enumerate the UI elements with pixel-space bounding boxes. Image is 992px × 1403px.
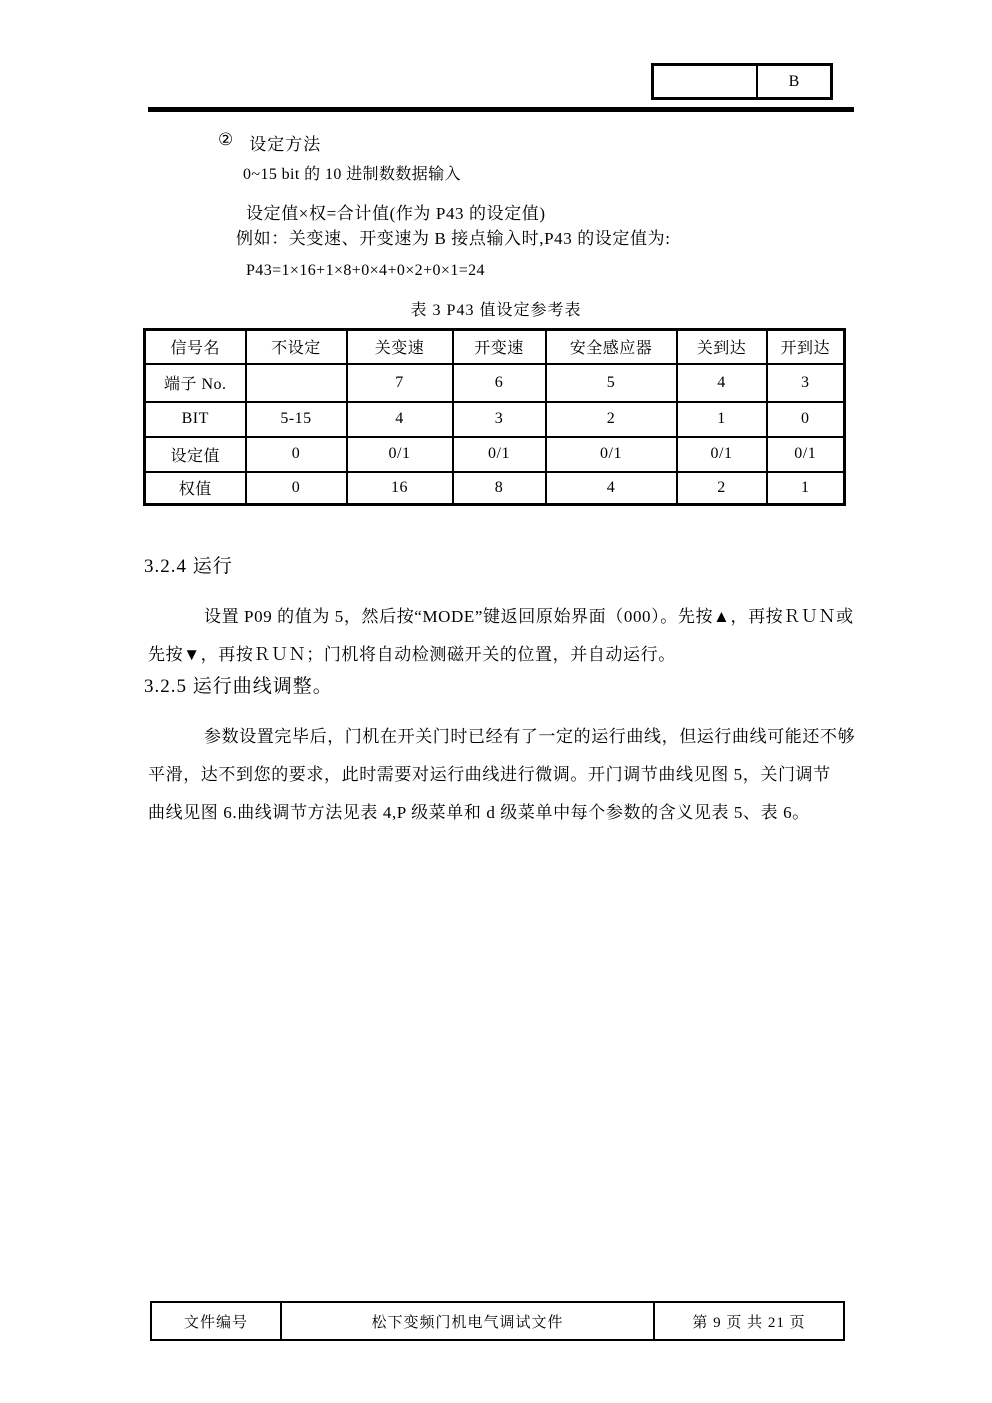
section-325-line2: 平滑，达不到您的要求，此时需要对运行曲线进行微调。开门调节曲线见图 5，关门调节	[148, 765, 831, 784]
table-cell: 设定值	[145, 437, 246, 472]
section-325-heading: 3.2.5 运行曲线调整。	[144, 676, 333, 697]
table-cell: 1	[767, 472, 845, 505]
table-header-cell: 关到达	[677, 330, 767, 364]
table-cell: 0/1	[453, 437, 546, 472]
table-header-cell: 信号名	[145, 330, 246, 364]
circled-two-marker: ②	[218, 130, 235, 149]
table-cell: 5-15	[246, 402, 347, 437]
table-cell: 0	[246, 472, 347, 505]
bits-input-line: 0~15 bit 的 10 进制数数据输入	[243, 166, 461, 183]
calculation-line: P43=1×16+1×8+0×4+0×2+0×1=24	[246, 262, 485, 279]
footer-table	[150, 1301, 845, 1341]
section-324-line1: 设置 P09 的值为 5，然后按“MODE”键返回原始界面（000）。先按▲，再按ＲＵＮ或	[204, 607, 854, 626]
table-cell: BIT	[145, 402, 246, 437]
setting-method-heading	[218, 130, 321, 155]
section-325-line1: 参数设置完毕后，门机在开关门时已经有了一定的运行曲线，但运行曲线可能还不够	[204, 727, 856, 746]
table-header-cell: 不设定	[246, 330, 347, 364]
table-cell: 16	[347, 472, 453, 505]
revision-box-empty-cell	[654, 66, 756, 97]
table-cell: 3	[453, 402, 546, 437]
section-324-heading: 3.2.4 运行	[144, 556, 233, 577]
table-cell: 4	[677, 364, 767, 402]
p43-reference-table	[143, 328, 846, 506]
revision-box	[651, 63, 833, 100]
table-cell: 0	[246, 437, 347, 472]
table-header-row	[145, 330, 845, 364]
table-cell: 0/1	[767, 437, 845, 472]
table-cell: 0/1	[347, 437, 453, 472]
example-line: 例如：关变速、开变速为 B 接点输入时,P43 的设定值为:	[236, 229, 671, 248]
formula-line: 设定值×权=合计值(作为 P43 的设定值)	[246, 204, 546, 223]
table-cell: 1	[677, 402, 767, 437]
table-cell: 4	[546, 472, 677, 505]
section-325-line3: 曲线见图 6.曲线调节方法见表 4,P 级菜单和 d 级菜单中每个参数的含义见表 5、表 6。	[148, 803, 810, 822]
table3-caption: 表 3 P43 值设定参考表	[410, 302, 582, 319]
table-cell: 2	[677, 472, 767, 505]
table-cell: 权值	[145, 472, 246, 505]
table-row-terminal	[145, 364, 845, 402]
table-header-cell: 开变速	[453, 330, 546, 364]
table-header-cell: 开到达	[767, 330, 845, 364]
footer-page-info: 第 9 页 共 21 页	[692, 1314, 806, 1331]
table-cell: 4	[347, 402, 453, 437]
table-cell	[246, 364, 347, 402]
table-cell: 0	[767, 402, 845, 437]
table-cell: 2	[546, 402, 677, 437]
table-cell: 0/1	[677, 437, 767, 472]
table-cell: 0/1	[546, 437, 677, 472]
table-cell: 3	[767, 364, 845, 402]
footer-doc-title: 松下变频门机电气调试文件	[280, 1303, 655, 1339]
table-cell: 7	[347, 364, 453, 402]
table-cell: 6	[453, 364, 546, 402]
header-rule	[148, 107, 854, 112]
table-row-setvalue	[145, 437, 845, 472]
table-header-cell: 关变速	[347, 330, 453, 364]
table-cell: 8	[453, 472, 546, 505]
setting-method-title: 设定方法	[249, 135, 322, 154]
table-cell: 端子 No.	[145, 364, 246, 402]
footer-doc-number-label: 文件编号	[183, 1314, 248, 1331]
table-header-cell: 安全感应器	[546, 330, 677, 364]
table-cell: 5	[546, 364, 677, 402]
section-324-line2: 先按▼，再按ＲＵＮ；门机将自动检测磁开关的位置，并自动运行。	[148, 645, 676, 664]
table-row-bit	[145, 402, 845, 437]
table-row-weight	[145, 472, 845, 505]
revision-letter: B	[756, 66, 830, 97]
